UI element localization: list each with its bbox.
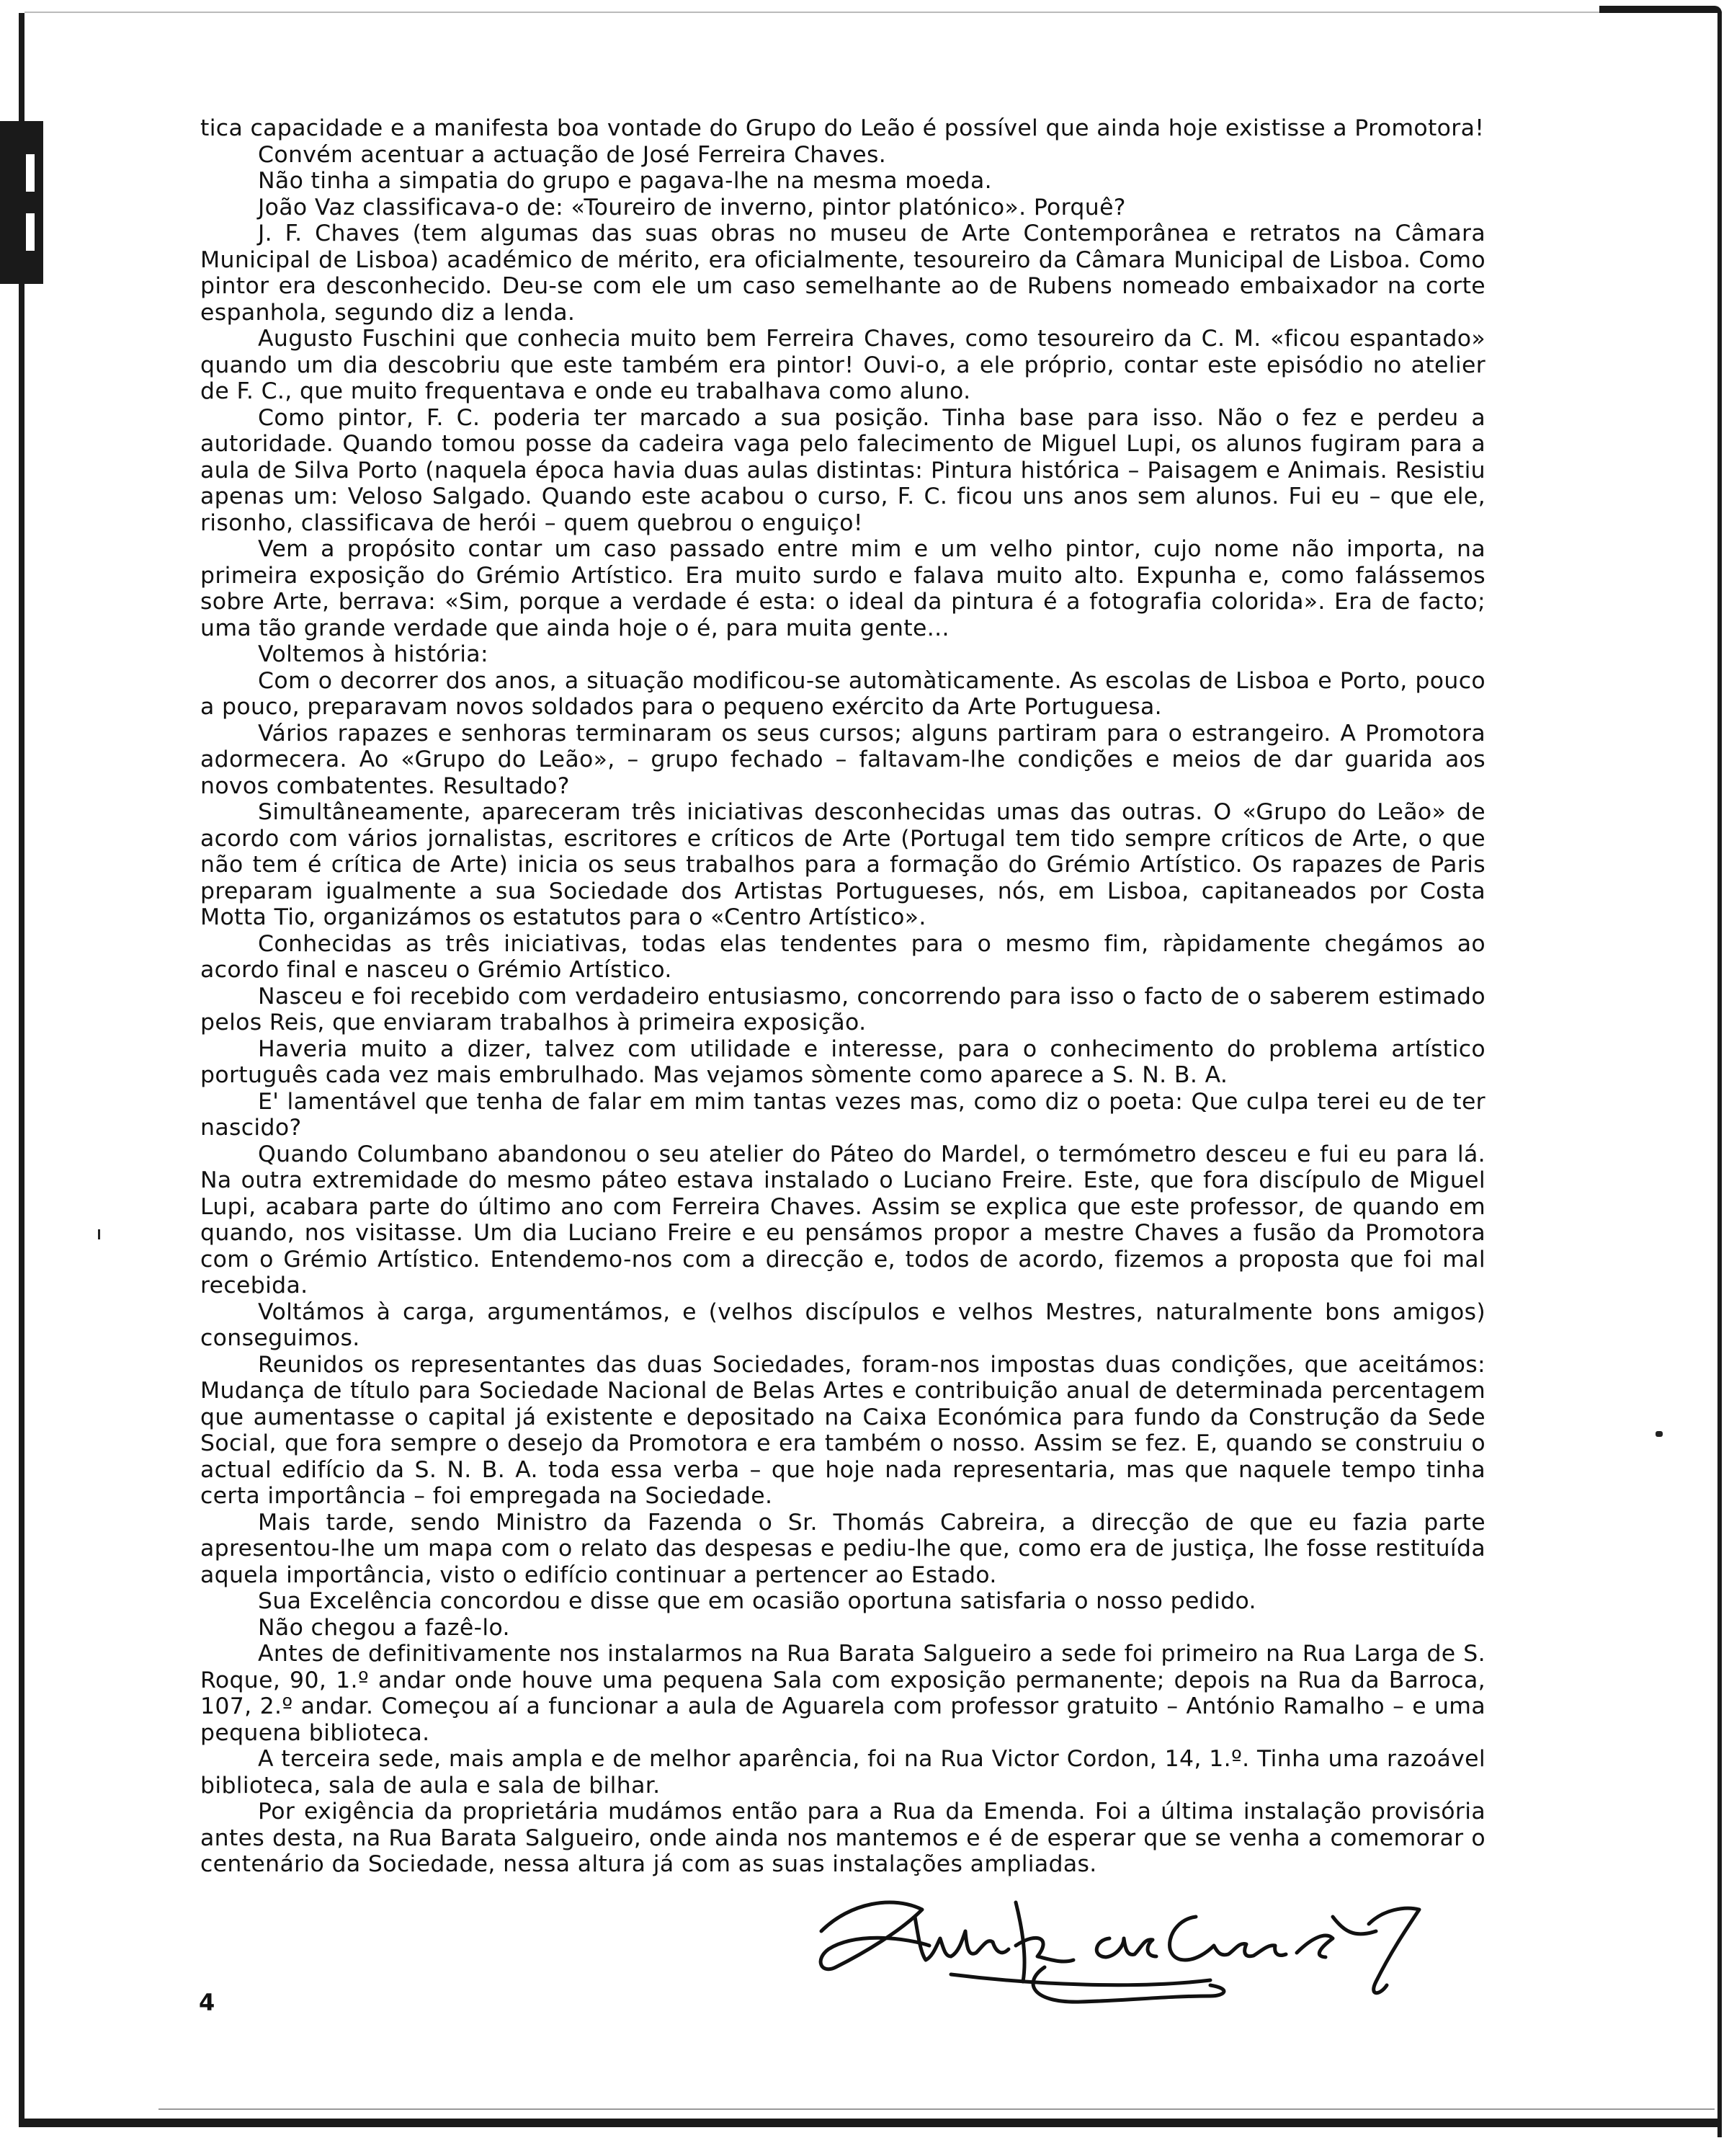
paragraph: Vários rapazes e senhoras terminaram os seus cursos; alguns partiram para o estrangeiro. A Promotora adormecera. Ao «Grupo do Leão», – grupo fechado – faltavam-lhe condições e meios de dar guarida aos novos combatentes. Resultado? xyxy=(200,720,1485,799)
paragraph: Nasceu e foi recebido com verdadeiro entusiasmo, concorrendo para isso o facto de o saberem estimado pelos Reis, que enviaram trabalhos à primeira exposição. xyxy=(200,983,1485,1035)
paragraph: Não tinha a simpatia do grupo e pagava-lhe na mesma moeda. xyxy=(258,168,992,194)
ink-speck xyxy=(1656,1431,1663,1437)
paragraph: Vem a propósito contar um caso passado entre mim e um velho pintor, cujo nome não importa, na primeira exposição do Grémio Artístico. Era muito surdo e falava muito alto. Expunha e, como falássemos sobre Arte, berrava: «Sim, porque a verdade é esta: o ideal da pintura é a fotografia colorida». Era de facto; uma tão grande verdade que ainda hoje o é, para muita gente... xyxy=(200,536,1485,641)
page-number: 4 xyxy=(199,1989,215,2016)
paragraph: Convém acentuar a actuação de José Ferreira Chaves. xyxy=(258,141,887,168)
paragraph: Quando Columbano abandonou o seu atelier do Páteo do Mardel, o termómetro desceu e fui eu para lá. Na outra extremidade do mesmo páteo estava instalado o Luciano Freire. Este, que fora discípulo de Miguel Lupi, acabara parte do último ano com Ferreira Chaves. Assim se explica que este professor, de quando em quando, nos visitasse. Um dia Luciano Freire e eu pensámos propor a mestre Chaves a fusão da Promotora com o Grémio Artístico. Entendemo-nos com a direcção e, todos de acordo, fizemos a proposta que foi mal recebida. xyxy=(200,1141,1485,1298)
paragraph: J. F. Chaves (tem algumas das suas obras no museu de Arte Contemporânea e retratos na Câmara Municipal de Lisboa) académico de mérito, era oficialmente, tesoureiro da Câmara Municipal de Lisboa. Como pintor era desconhecido. Deu-se com ele um caso semelhante ao de Rubens nomeado embaixador na corte espanhola, segundo diz a lenda. xyxy=(200,220,1485,326)
side-tab-notch xyxy=(26,213,35,251)
paragraph: Mais tarde, sendo Ministro da Fazenda o Sr. Thomás Cabreira, a direcção de que eu fazia parte apresentou-lhe um mapa com o relato das despesas e pediu-lhe que, como era de justiça, lhe fosse restituída aquela importância, visto o edifício continuar a pertencer ao Estado. xyxy=(200,1509,1485,1588)
paragraph: Augusto Fuschini que conhecia muito bem Ferreira Chaves, como tesoureiro da C. M. «ficou espantado» quando um dia descobriu que este também era pintor! Ouvi-o, a ele próprio, contar este episódio no atelier de F. C., que muito frequentava e onde eu trabalhava como aluno. xyxy=(200,326,1485,404)
page-frame-right-border xyxy=(1717,12,1722,2137)
paragraph: João Vaz classificava-o de: «Toureiro de inverno, pintor platónico». Porquê? xyxy=(258,194,1126,220)
paragraph: Sua Excelência concordou e disse que em ocasião oportuna satisfaria o nosso pedido. xyxy=(258,1588,1256,1614)
paragraph: Voltámos à carga, argumentámos, e (velhos discípulos e velhos Mestres, naturalmente bons amigos) conseguimos. xyxy=(200,1298,1485,1351)
paragraph: Simultâneamente, apareceram três iniciativas desconhecidas umas das outras. O «Grupo do Leão» de acordo com vários jornalistas, escritores e críticos de Arte (Portugal tem tido sempre críticos de Arte, o que não tem é crítica de Arte) inicia os seus trabalhos para a formação do Grémio Artístico. Os rapazes de Paris preparam igualmente a sua Sociedade dos Artistas Portugueses, nós, em Lisboa, capitaneados por Costa Motta Tio, organizámos os estatutos para o «Centro Artístico». xyxy=(200,799,1485,930)
paragraph: Antes de definitivamente nos instalarmos na Rua Barata Salgueiro a sede foi primeiro na Rua Larga de S. Roque, 90, 1.º andar onde houve uma pequena Sala com exposição permanente; depois na Rua da Barroca, 107, 2.º andar. Começou aí a funcionar a aula de Aguarela com professor gratuito – António Ramalho – e uma pequena biblioteca. xyxy=(200,1641,1485,1746)
ink-speck xyxy=(98,1229,100,1239)
paragraph: A terceira sede, mais ampla e de melhor aparência, foi na Rua Victor Cordon, 14, 1.º. Tinha uma razoável biblioteca, sala de aula e sala de bilhar. xyxy=(200,1746,1485,1799)
article-body xyxy=(200,115,1485,1878)
paragraph: Conhecidas as três iniciativas, todas elas tendentes para o mesmo fim, ràpidamente chegámos ao acordo final e nasceu o Grémio Artístico. xyxy=(200,930,1485,983)
page-frame-corner xyxy=(1599,6,1722,13)
paragraph: Voltemos à história: xyxy=(258,641,488,667)
page-frame-bottom-line xyxy=(158,2108,1715,2110)
handwritten-signature xyxy=(807,1888,1441,2010)
side-index-tab xyxy=(0,121,43,284)
page-frame-top-line xyxy=(24,12,1703,13)
paragraph: Reunidos os representantes das duas Sociedades, foram-nos impostas duas condições, que aceitámos: Mudança de título para Sociedade Nacional de Belas Artes e contribuição anual de determinada percentagem que aumentasse o capital já existente e depositado na Caixa Económica para fundo da Construção da Sede Social, que fora sempre o desejo da Promotora e era também o nosso. Assim se fez. E, quando se construiu o actual edifício da S. N. B. A. toda essa verba – que hoje nada representaria, mas que naquele tempo tinha certa importância – foi empregada na Sociedade. xyxy=(200,1351,1485,1509)
paragraph: tica capacidade e a manifesta boa vontade do Grupo do Leão é possível que ainda hoje existisse a Promotora! xyxy=(200,115,1485,141)
page-frame-bottom-border xyxy=(19,2119,1722,2127)
paragraph: Não chegou a fazê-lo. xyxy=(258,1614,510,1641)
side-tab-notch xyxy=(26,154,35,192)
page-frame-left-border xyxy=(19,13,24,2124)
paragraph: Como pintor, F. C. poderia ter marcado a sua posição. Tinha base para isso. Não o fez e perdeu a autoridade. Quando tomou posse da cadeira vaga pelo falecimento de Miguel Lupi, os alunos fugiram para a aula de Silva Porto (naquela época havia duas aulas distintas: Pintura histórica – Paisagem e Animais. Resistiu apenas um: Veloso Salgado. Quando este acabou o curso, F. C. ficou uns anos sem alunos. Fui eu – que ele, risonho, classificava de herói – quem quebrou o enguiço! xyxy=(200,404,1485,536)
paragraph: E' lamentável que tenha de falar em mim tantas vezes mas, como diz o poeta: Que culpa terei eu de ter nascido? xyxy=(200,1088,1485,1141)
paragraph: Com o decorrer dos anos, a situação modificou-se automàticamente. As escolas de Lisboa e Porto, pouco a pouco, preparavam novos soldados para o pequeno exército da Arte Portuguesa. xyxy=(200,667,1485,720)
paragraph: Haveria muito a dizer, talvez com utilidade e interesse, para o conhecimento do problema artístico português cada vez mais embrulhado. Mas vejamos sòmente como aparece a S. N. B. A. xyxy=(200,1035,1485,1088)
paragraph: Por exigência da proprietária mudámos então para a Rua da Emenda. Foi a última instalação provisória antes desta, na Rua Barata Salgueiro, onde ainda nos mantemos e é de esperar que se venha a comemorar o centenário da Sociedade, nessa altura já com as suas instalações ampliadas. xyxy=(200,1799,1485,1877)
